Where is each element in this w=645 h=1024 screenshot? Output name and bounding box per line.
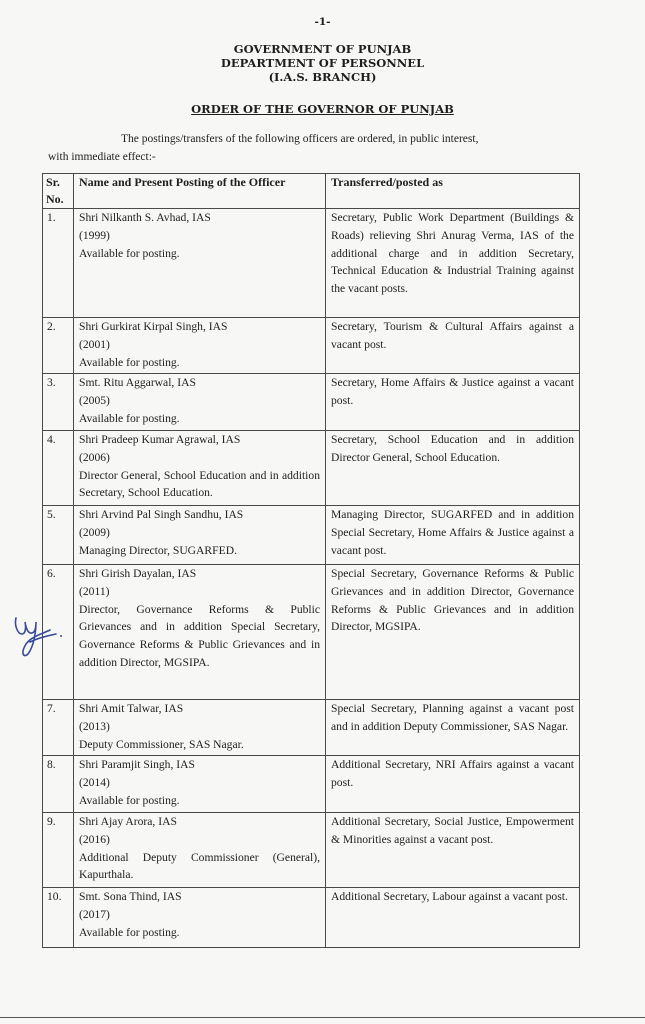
table-row [43,209,580,318]
serial-number: 5. [43,506,74,565]
officer-cell [74,565,326,700]
officer-cell [74,756,326,813]
order-title: ORDER OF THE GOVERNOR OF PUNJAB [191,102,454,116]
officer-cell [74,506,326,565]
table-row [43,813,580,888]
serial-number: 1. [43,209,74,318]
officer-batch: (1999) [79,228,110,242]
header-name-present-posting: Name and Present Posting of the Officer [74,174,326,209]
officer-name: Shri Paramjit Singh, IAS [79,758,195,771]
transferred-posted-as: Additional Secretary, Social Justice, Empowerment & Minorities against a vacant post. [326,813,580,888]
transferred-posted-as: Secretary, Tourism & Cultural Affairs against a vacant post. [326,318,580,374]
table-header-row [43,174,580,209]
serial-number: 6. [43,565,74,700]
letterhead-government: GOVERNMENT OF PUNJAB [233,42,412,56]
serial-number: 3. [43,374,74,431]
intro-line-2: with immediate effect:- [48,151,156,163]
transferred-posted-as: Secretary, Public Work Department (Buildings & Roads) relieving Shri Anurag Verma, IAS of the additional charge and in addition Secretary, Technical Education & Industrial Training against the vacant posts. [326,209,580,318]
page-number: -1- [314,16,331,28]
officer-cell [74,209,326,318]
serial-number: 10. [43,888,74,948]
officer-name: Smt. Ritu Aggarwal, IAS [79,376,196,389]
officer-name: Shri Gurkirat Kirpal Singh, IAS [79,320,228,333]
letterhead [0,42,645,84]
table-row [43,506,580,565]
serial-number: 8. [43,756,74,813]
table-row [43,565,580,700]
present-posting: Director, Governance Reforms & Public Grievances and in addition Special Secretary, Governance Reforms & Public Grievances and in addition Director, MGSIPA. [79,602,320,669]
officer-cell [74,813,326,888]
transferred-posted-as: Secretary, Home Affairs & Justice against a vacant post. [326,374,580,431]
officer-cell [74,888,326,948]
transferred-posted-as: Additional Secretary, Labour against a vacant post. [326,888,580,948]
present-posting: Available for posting. [79,925,180,939]
officer-batch: (2017) [79,907,110,921]
present-posting: Available for posting. [79,246,180,260]
officer-name: Shri Arvind Pal Singh Sandhu, IAS [79,508,244,521]
present-posting: Available for posting. [79,355,180,369]
officer-batch: (2005) [79,393,110,407]
officer-batch: (2014) [79,775,110,789]
officer-name: Shri Nilkanth S. Avhad, IAS [79,211,211,224]
table-row [43,374,580,431]
table-row [43,888,580,948]
letterhead-branch: (I.A.S. BRANCH) [268,70,377,84]
officer-name: Shri Amit Talwar, IAS [79,702,184,715]
postings-table [42,173,580,948]
transferred-posted-as: Additional Secretary, NRI Affairs against a vacant post. [326,756,580,813]
officer-batch: (2013) [79,719,110,733]
serial-number: 4. [43,431,74,506]
officer-cell [74,700,326,756]
handwritten-initials [6,612,66,662]
serial-number: 9. [43,813,74,888]
officer-name: Shri Ajay Arora, IAS [79,815,177,828]
officer-batch: (2001) [79,337,110,351]
officer-batch: (2009) [79,525,110,539]
officer-batch: (2016) [79,832,110,846]
transferred-posted-as: Special Secretary, Planning against a vacant post and in addition Deputy Commissioner, SAS Nagar. [326,700,580,756]
header-sr-no: Sr. No. [43,174,74,209]
table-row [43,431,580,506]
table-row [43,756,580,813]
table-row [43,318,580,374]
serial-number: 7. [43,700,74,756]
serial-number: 2. [43,318,74,374]
header-transferred-posted-as: Transferred/posted as [326,174,580,209]
officer-batch: (2006) [79,450,110,464]
transferred-posted-as: Special Secretary, Governance Reforms & Public Grievances and in addition Director, Governance Reforms & Public Grievances and in addition Director, MGSIPA. [326,565,580,700]
present-posting: Additional Deputy Commissioner (General), Kapurthala. [79,850,320,882]
present-posting: Deputy Commissioner, SAS Nagar. [79,737,244,751]
present-posting: Director General, School Education and in addition Secretary, School Education. [79,468,320,500]
officer-name: Smt. Sona Thind, IAS [79,890,182,903]
officer-name: Shri Girish Dayalan, IAS [79,567,197,580]
table-row [43,700,580,756]
officer-cell [74,318,326,374]
intro-paragraph [48,130,576,166]
officer-batch: (2011) [79,584,110,598]
intro-line-1: The postings/transfers of the following officers are ordered, in public interest, [121,133,479,145]
bottom-rule [0,1017,645,1018]
officer-name: Shri Pradeep Kumar Agrawal, IAS [79,433,241,446]
present-posting: Available for posting. [79,793,180,807]
letterhead-department: DEPARTMENT OF PERSONNEL [220,56,425,70]
officer-cell [74,374,326,431]
present-posting: Available for posting. [79,411,180,425]
present-posting: Managing Director, SUGARFED. [79,543,237,557]
transferred-posted-as: Secretary, School Education and in addition Director General, School Education. [326,431,580,506]
transferred-posted-as: Managing Director, SUGARFED and in addition Special Secretary, Home Affairs & Justice against a vacant post. [326,506,580,565]
officer-cell [74,431,326,506]
